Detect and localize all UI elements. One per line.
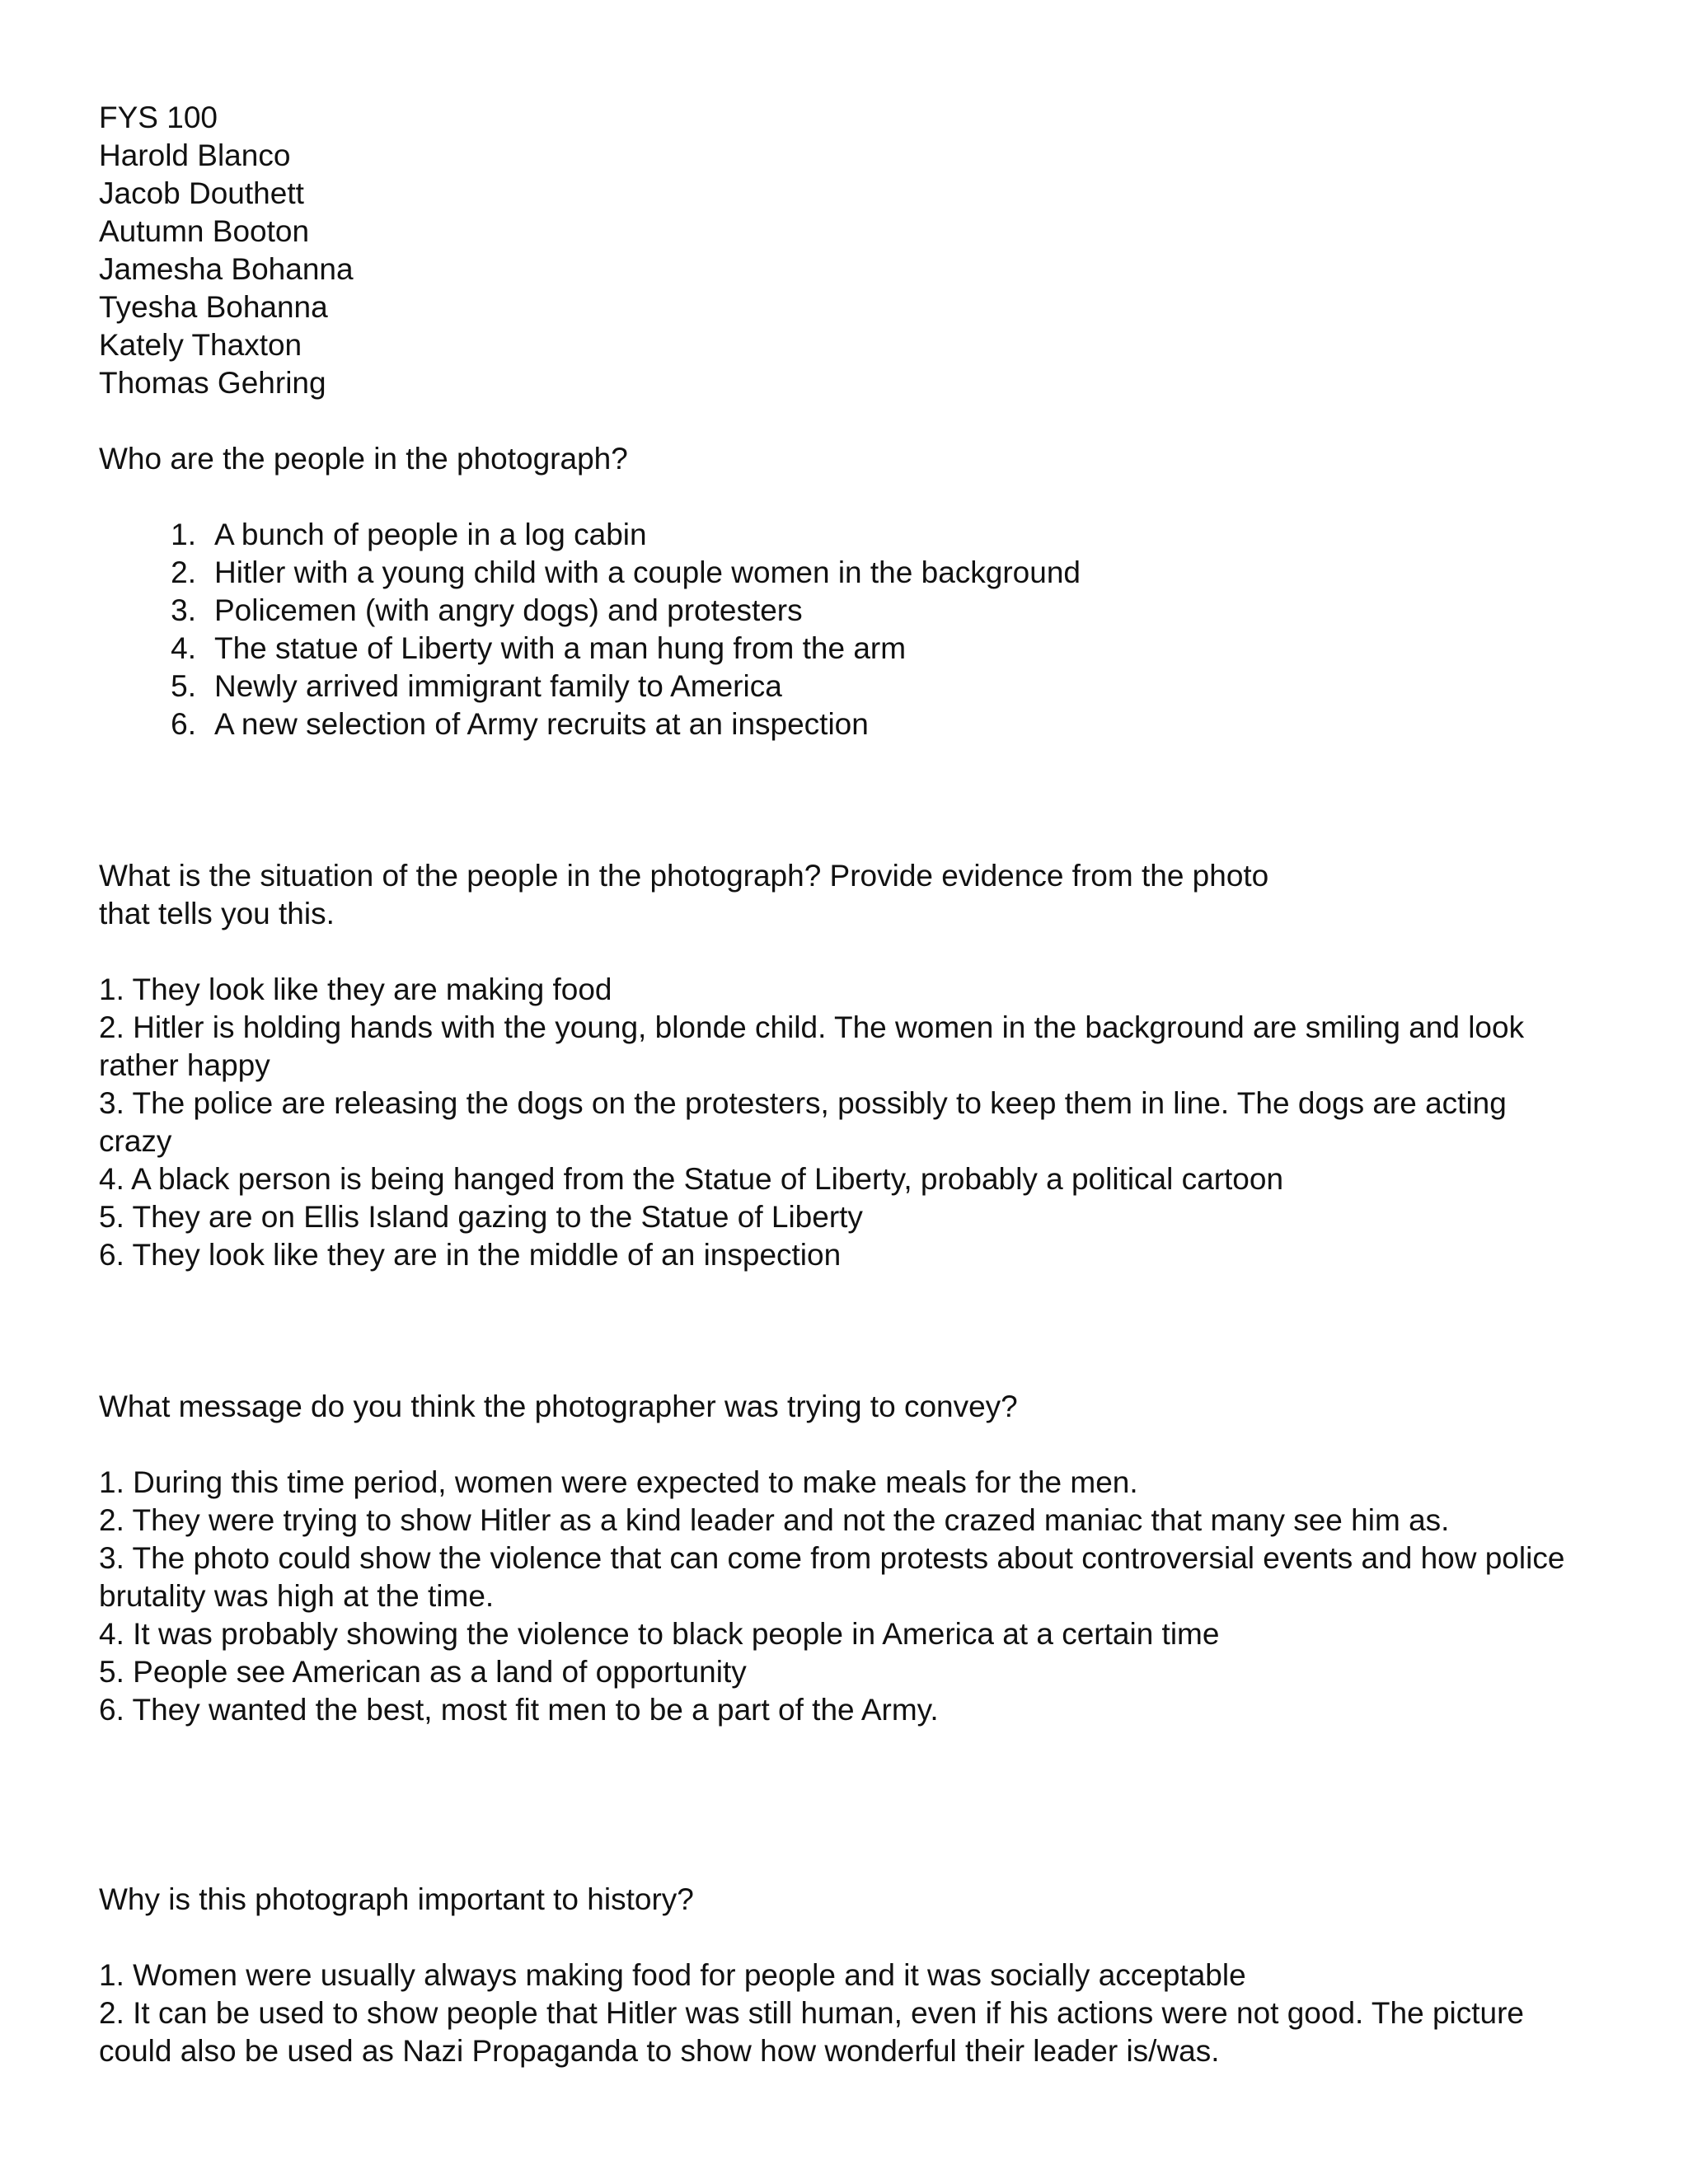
answer-list-2: [99, 971, 1582, 1274]
student-name: Tyesha Bohanna: [99, 290, 328, 324]
answer-item: 6. They wanted the best, most fit men to be a part of the Army.: [99, 1693, 939, 1727]
student-name: Harold Blanco: [99, 138, 291, 172]
answer-item: 6. They look like they are in the middle of an inspection: [99, 1238, 842, 1272]
list-item: 1. A bunch of people in a log cabin: [171, 518, 647, 551]
answer-list-3: [99, 1464, 1582, 1729]
list-item: 6. A new selection of Army recruits at an inspection: [171, 707, 869, 741]
student-name: Kately Thaxton: [99, 328, 302, 362]
answer-item: 1. They look like they are making food: [99, 972, 612, 1006]
list-item: 2. Hitler with a young child with a couple women in the background: [171, 555, 1081, 589]
answer-item: 2. It can be used to show people that Hitler was still human, even if his actions were not good. The picture could also be used as Nazi Propaganda to show how wonderful their leader is/was.: [99, 1996, 1525, 2068]
answer-item: 4. It was probably showing the violence to black people in America at a certain time: [99, 1617, 1220, 1651]
student-name: Thomas Gehring: [99, 366, 326, 400]
answer-list-4: [99, 1957, 1582, 2070]
student-name: Jacob Douthett: [99, 176, 304, 210]
answer-item: 2. They were trying to show Hitler as a kind leader and not the crazed maniac that many see him as.: [99, 1503, 1450, 1537]
question-4: Why is this photograph important to history?: [99, 1882, 694, 1916]
answer-item: 3. The police are releasing the dogs on the protesters, possibly to keep them in line. The dogs are acting crazy: [99, 1086, 1507, 1158]
answer-item: 2. Hitler is holding hands with the young, blonde child. The women in the background are smiling and look rather happy: [99, 1010, 1525, 1082]
answer-item: 4. A black person is being hanged from the Statue of Liberty, probably a political cartoon: [99, 1162, 1284, 1196]
question-2: What is the situation of the people in the photograph? Provide evidence from the photo that tells you this.: [99, 859, 1269, 930]
answer-item: 1. Women were usually always making food for people and it was socially acceptable: [99, 1958, 1246, 1992]
question-1: Who are the people in the photograph?: [99, 442, 628, 476]
list-item: 3. Policemen (with angry dogs) and protesters: [171, 593, 803, 627]
list-item: 5. Newly arrived immigrant family to America: [171, 669, 782, 703]
student-name: Autumn Booton: [99, 214, 310, 248]
answer-item: 5. People see American as a land of opportunity: [99, 1655, 747, 1689]
header-block: [99, 99, 1582, 402]
list-item: 4. The statue of Liberty with a man hung from the arm: [171, 631, 907, 665]
answer-item: 3. The photo could show the violence that can come from protests about controversial events and how police brutality was high at the time.: [99, 1541, 1565, 1613]
student-name: Jamesha Bohanna: [99, 252, 354, 286]
question-3: What message do you think the photographer was trying to convey?: [99, 1390, 1018, 1423]
answer-item: 1. During this time period, women were expected to make meals for the men.: [99, 1465, 1138, 1499]
course-code: FYS 100: [99, 101, 218, 134]
document-page: [99, 99, 1582, 2070]
answer-item: 5. They are on Ellis Island gazing to the Statue of Liberty: [99, 1200, 863, 1234]
answer-list-1: [99, 516, 1582, 743]
